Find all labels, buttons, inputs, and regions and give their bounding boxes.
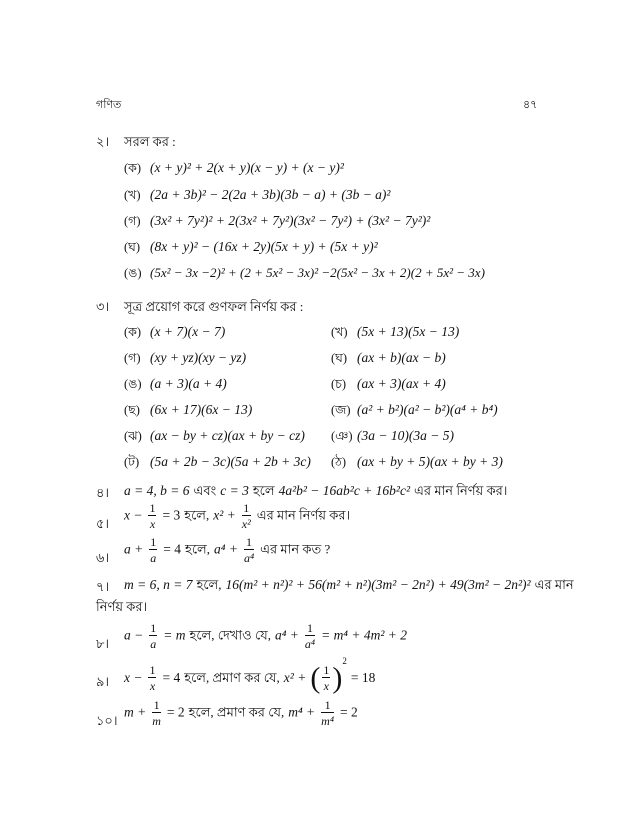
q9-eq: = 4	[162, 670, 181, 685]
q2-item-label: (খ)	[124, 188, 141, 202]
q9-rhs: = 18	[350, 670, 376, 685]
q2-item-label: (গ)	[124, 214, 141, 228]
q7-tail: এর মান	[534, 577, 574, 592]
q3-item-expr: (ax − by + cz)(ax + by − cz)	[150, 428, 305, 443]
q10-eq: = 2	[166, 704, 185, 720]
fraction-numerator: 1	[323, 663, 330, 678]
q9-lhs: x −	[124, 670, 143, 685]
q8-fraction	[149, 622, 157, 650]
page-number: ৪৭	[523, 99, 538, 111]
q10-rhs: = 2	[340, 704, 358, 720]
q7-expression: 16(m² + n²)² + 56(m² + n²)(3m² − 2n²) + 49(3m² − 2n²)²	[225, 577, 531, 592]
q3-item-expr: (a + 3)(a + 4)	[150, 376, 227, 391]
q2-item-label: (ক)	[124, 161, 142, 175]
fraction-numerator: 1	[149, 663, 156, 678]
q3-item-expr: (xy + yz)(xy − yz)	[150, 350, 247, 365]
fraction-denominator: a	[150, 551, 157, 565]
q5-lhs: x −	[124, 507, 143, 523]
q2-instruction: সরল কর :	[124, 134, 176, 149]
q3-item-label: (গ)	[124, 351, 141, 365]
q2-item-expr: (x + y)² + 2(x + y)(x − y) + (x − y)²	[150, 160, 344, 175]
q10-lhs: m +	[124, 704, 147, 720]
q6-target: a⁴ +	[214, 541, 238, 557]
fraction-denominator: a⁴	[243, 551, 255, 565]
q10-prove-that: হলে, প্রমাণ কর যে,	[188, 704, 285, 720]
fraction-denominator: x	[323, 679, 329, 694]
q10-line	[124, 699, 358, 727]
q10-fraction-2	[321, 699, 334, 727]
q8-target: a⁴ +	[274, 627, 299, 643]
q6-if: হলে,	[185, 541, 210, 557]
fraction-denominator: x	[149, 679, 156, 694]
fraction-denominator: m⁴	[321, 714, 334, 728]
q4-line	[124, 482, 507, 503]
fraction-numerator: 1	[243, 501, 250, 515]
q7-if: হলে,	[196, 577, 222, 592]
q3-item-label: (ঘ)	[331, 351, 348, 365]
page-header-subject: গণিত	[96, 99, 122, 111]
q10-target: m⁴ +	[288, 704, 316, 720]
fraction-denominator: a	[150, 637, 157, 651]
q5-fraction	[148, 502, 156, 530]
fraction-denominator: x	[149, 517, 156, 531]
q3-item-expr: (ax + b)(ax − b)	[357, 350, 446, 365]
q3-item-expr: (ax + 3)(ax + 4)	[357, 376, 446, 391]
fraction-numerator: 1	[305, 622, 315, 636]
q8-rhs: = m⁴ + 4m² + 2	[321, 627, 408, 643]
fraction-numerator: 1	[149, 501, 156, 515]
q2-item-expr: (5x² − 3x −2)² + (2 + 5x² − 3x)² −2(5x² − 3x + 2)(2 + 5x² − 3x)	[150, 265, 485, 280]
q3-item-expr: (a² + b²)(a² − b²)(a⁴ + b⁴)	[357, 402, 498, 417]
q8-show-that: হলে, দেখাও যে,	[189, 627, 271, 643]
q3-item-expr: (5x + 13)(5x − 13)	[357, 324, 460, 339]
q3-item-label: (ট)	[124, 455, 140, 469]
question-number-10: ১০।	[96, 713, 118, 728]
q3-item-label: (ছ)	[124, 403, 140, 417]
q9-fraction	[148, 664, 156, 692]
q3-item-expr: (x + 7)(x − 7)	[150, 324, 226, 339]
q4-tail: এর মান নির্ণয় কর।	[414, 483, 508, 498]
q9-fraction-2	[322, 664, 330, 692]
q3-item-label: (ঙ)	[124, 377, 142, 391]
q6-fraction-2	[244, 536, 254, 564]
q5-if: হলে,	[184, 507, 210, 523]
question-number-8: ৮।	[96, 636, 110, 651]
q5-target: x² +	[213, 507, 236, 523]
q7-line	[124, 576, 574, 597]
q2-item-label: (ঙ)	[124, 266, 142, 280]
fraction-numerator: 1	[150, 535, 157, 549]
q3-item-expr: (3a − 10)(3a − 5)	[357, 428, 454, 443]
q3-instruction: সূত্র প্রয়োগ করে গুণফল নির্ণয় কর :	[124, 299, 304, 314]
q5-tail: এর মান নির্ণয় কর।	[256, 507, 351, 523]
q3-item-label: (ঠ)	[331, 455, 347, 469]
q2-item-expr: (2a + 3b)² − 2(2a + 3b)(3b − a) + (3b − a)²	[150, 187, 391, 202]
q3-item-expr: (6x + 17)(6x − 13)	[150, 402, 253, 417]
q2-item-expr: (8x + y)² − (16x + 2y)(5x + y) + (5x + y)²	[150, 239, 378, 254]
q4-c: c = 3	[220, 483, 249, 498]
q3-item-label: (ঞ)	[331, 429, 353, 443]
q7-tail-continued: নির্ণয় কর।	[96, 599, 148, 614]
q4-if: হলে	[252, 483, 275, 498]
question-number-4: ৪।	[96, 485, 110, 500]
q3-item-label: (ঝ)	[124, 429, 142, 443]
fraction-numerator: 1	[244, 536, 254, 550]
q2-item-label: (ঘ)	[124, 240, 141, 254]
q5-eq: = 3	[162, 507, 181, 523]
right-paren: )	[332, 661, 343, 695]
fraction-numerator: 1	[150, 621, 157, 635]
fraction-denominator: m	[152, 714, 161, 728]
q10-fraction	[152, 699, 161, 727]
q6-line	[124, 536, 330, 564]
q9-prove-that: হলে, প্রমাণ কর যে,	[184, 670, 280, 685]
question-number-3: ৩।	[96, 299, 110, 314]
question-number-6: ৬।	[96, 550, 110, 565]
q2-item-expr: (3x² + 7y²)² + 2(3x² + 7y²)(3x² − 7y²) + (3x² − 7y²)²	[150, 213, 431, 228]
q4-and: এবং	[193, 483, 217, 498]
left-paren: (	[310, 661, 321, 695]
q3-item-label: (চ)	[331, 377, 347, 391]
question-number-9: ৯।	[96, 674, 110, 689]
q6-eq: = 4	[163, 541, 181, 557]
q6-tail: এর মান কত ?	[260, 541, 331, 557]
q8-line	[124, 622, 407, 650]
q3-item-label: (ক)	[124, 325, 142, 339]
fraction-numerator: 1	[321, 699, 334, 713]
q6-lhs: a +	[124, 541, 144, 557]
q8-fraction-2	[305, 622, 315, 650]
q9-square: 2	[342, 656, 347, 666]
q9-line	[124, 656, 375, 693]
q3-item-expr: (5a + 2b − 3c)(5a + 2b + 3c)	[150, 454, 311, 469]
q3-item-label: (খ)	[331, 325, 348, 339]
q8-lhs: a −	[124, 627, 144, 643]
q3-item-label: (জ)	[331, 403, 351, 417]
q8-eq: = m	[163, 627, 186, 643]
q4-expression: 4a²b² − 16ab²c + 16b²c²	[278, 483, 411, 498]
q4-condition: a = 4, b = 6	[124, 483, 190, 498]
fraction-numerator: 1	[153, 698, 160, 712]
question-number-5: ৫।	[96, 516, 110, 531]
fraction-denominator: x²	[241, 517, 251, 531]
q5-fraction-2	[242, 502, 251, 530]
q7-condition: m = 6, n = 7	[124, 577, 193, 592]
question-number-7: ৭।	[96, 579, 110, 594]
q6-fraction	[149, 536, 157, 564]
q3-item-expr: (ax + by + 5)(ax + by + 3)	[357, 454, 503, 469]
question-number-2: ২।	[96, 134, 110, 149]
q5-line	[124, 502, 350, 530]
fraction-denominator: a⁴	[304, 637, 316, 651]
q9-target: x² +	[283, 670, 307, 685]
